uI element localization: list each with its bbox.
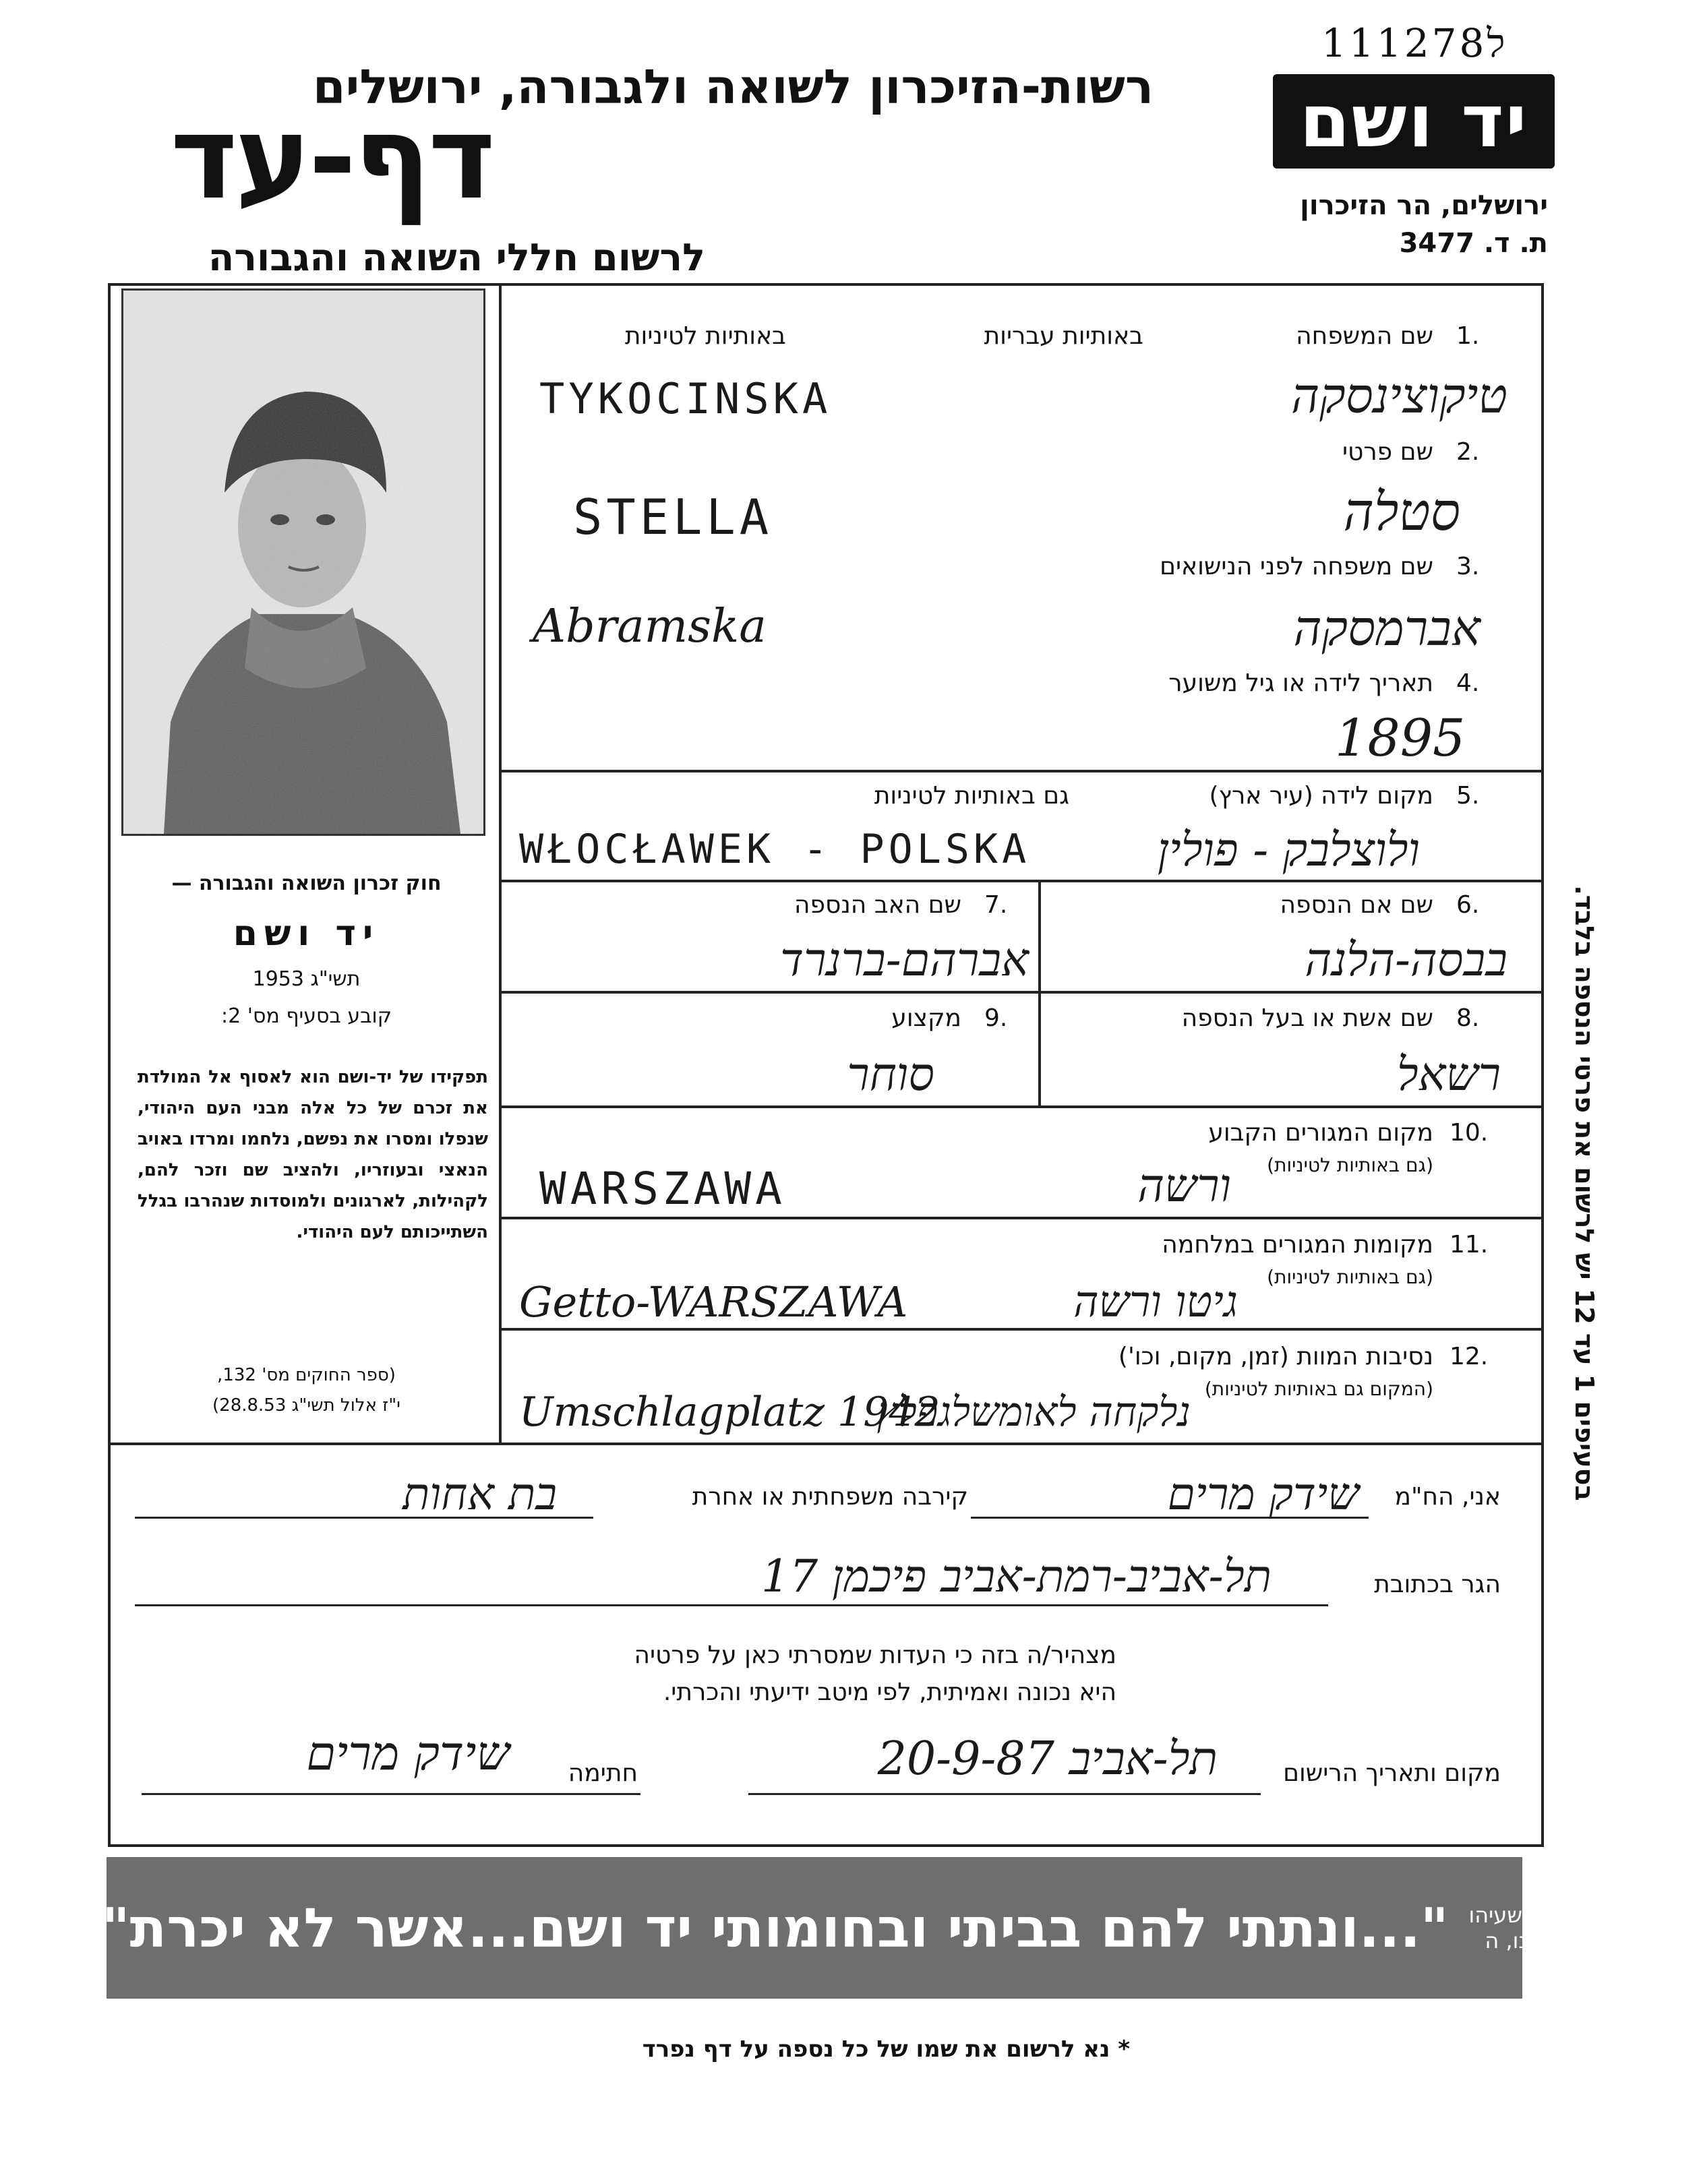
field-3-label: שם משפחה לפני הנישואים <box>1160 553 1433 580</box>
rule <box>502 770 1544 772</box>
decl-place-date-label: מקום ותאריך הרישום <box>1283 1759 1501 1787</box>
field-5-hebrew: ולוצלבק - פולין <box>1157 824 1420 877</box>
field-12-hebrew: נלקחה לאומשלגפלץ <box>876 1389 1191 1436</box>
field-1-latin: TYKOCINSKA <box>539 374 832 423</box>
col-header-latin: באותיות לטיניות <box>624 322 786 350</box>
field-6-label: שם אם הנספה <box>1280 891 1433 919</box>
law-line-2: יד ושם <box>233 913 380 954</box>
victim-photo <box>121 289 485 836</box>
decl-i-value: שידק מרים <box>1167 1468 1359 1520</box>
col-header-hebrew: באותיות עבריות <box>984 322 1143 350</box>
field-10-num: 10. <box>1450 1119 1489 1147</box>
field-10-latin: WARSZAWA <box>539 1163 786 1215</box>
decl-statement-1: מצהיר/ה בזה כי העדות שמסרתי כאן על פרטיה <box>634 1641 1116 1669</box>
field-11-hebrew: גיטו ורשה <box>1073 1277 1238 1327</box>
field-9-value: סוחר <box>847 1048 934 1101</box>
left-column-divider <box>499 286 502 1445</box>
law-text: תפקידו של יד-ושם הוא לאסוף אל המולדת את זכרם של כל אלה מבני העם היהודי, שנפלו ומסרו את נפשם, נלחמו ומרדו באויב הנאצי ובעוזריו, ולהציב שם וזכר להם, לקהילות, לארגונים ולמוסדות שנהרבו בגלל השתייכותם לעם היהודי. <box>138 1067 488 1242</box>
decl-statement-2: היא נכונה ואמיתית, לפי מיטב ידיעתי והכרתי. <box>663 1678 1116 1706</box>
logo-text: יד ושם <box>1299 79 1528 164</box>
field-5-also-latin: גם באותיות לטיניות <box>874 782 1069 810</box>
side-note <box>1564 688 1605 1699</box>
law-line-1: חוק זכרון השואה והגבורה — <box>171 872 442 895</box>
form-subtitle: לרשום חללי השואה והגבורה <box>208 236 705 280</box>
decl-relation-label: קירבה משפחתית או אחרת <box>692 1483 968 1511</box>
decl-signature-line <box>142 1793 640 1795</box>
field-3-latin: Abramska <box>533 600 767 653</box>
decl-place-date-value: תל-אביב 20-9-87 <box>877 1732 1218 1786</box>
rule <box>502 1217 1544 1219</box>
side-note-text: בסעיפים 1 עד 12 יש לרשום את פרטי הנספה בלבד. <box>1570 885 1599 1501</box>
field-5-label: מקום לידה (עיר ארץ) <box>1209 782 1433 810</box>
decl-relation-value: בת אחות <box>402 1468 557 1520</box>
field-9-num: 9. <box>984 1004 1008 1032</box>
portrait-photo-icon <box>123 291 483 834</box>
field-6-value: בבסה-הלנה <box>1305 934 1507 987</box>
law-ref-2: י"ז אלול תשי"ג 28.8.53) <box>212 1395 400 1416</box>
law-line-3: תשי"ג 1953 <box>252 967 361 991</box>
decl-signature-value: שידק מרים <box>306 1726 510 1781</box>
field-12-sublabel: (המקום גם באותיות לטיניות) <box>1204 1378 1433 1400</box>
field-10-sublabel: (גם באותיות לטיניות) <box>1267 1154 1433 1176</box>
address-line-1: ירושלים, הר הזיכרון <box>1300 190 1548 221</box>
law-line-4: קובע בסעיף מס' 2: <box>221 1004 392 1028</box>
field-4-label: תאריך לידה או גיל משוער <box>1168 669 1433 697</box>
decl-place-date-line <box>748 1793 1261 1795</box>
field-7-label: שם האב הנספה <box>794 891 961 919</box>
yad-vashem-logo <box>1273 74 1555 169</box>
field-10-hebrew: ורשה <box>1137 1159 1231 1213</box>
decl-address-label: הגר בכתובת <box>1374 1571 1501 1598</box>
address-line-2: ת. ד. 3477 <box>1399 228 1548 259</box>
field-2-latin: STELLA <box>573 489 773 545</box>
field-12-label: נסיבות המוות (זמן, מקום, וכו') <box>1118 1343 1433 1370</box>
field-5-latin: WŁOCŁAWEK - POLSKA <box>519 826 1031 873</box>
field-6-num: 6. <box>1456 891 1480 919</box>
decl-signature-label: חתימה <box>568 1759 638 1787</box>
form-title: דף-עד <box>170 92 493 225</box>
field-5-num: 5. <box>1456 782 1480 810</box>
field-12-latin: Umschlagplatz 1942 <box>519 1389 940 1436</box>
field-1-hebrew: טיקוצינסקה <box>1290 367 1507 424</box>
banner-reference: ישעיהו נו, ה <box>1468 1902 1528 1953</box>
rule <box>108 1443 1544 1445</box>
decl-i-label: אני, הח"מ <box>1394 1483 1501 1511</box>
rule <box>502 1328 1544 1331</box>
decl-address-line <box>135 1604 1328 1606</box>
field-1-num: 1. <box>1456 322 1480 350</box>
decl-address-value: תל-אביב-רמת-אביב פיכמן 17 <box>761 1550 1272 1602</box>
field-3-num: 3. <box>1456 553 1480 580</box>
field-8-label: שם אשת או בעל הנספה <box>1181 1004 1433 1032</box>
banner-quote: "...ונתתי להם בביתי ובחומותי יד ושם...אשר לא יכרת" <box>101 1896 1449 1960</box>
field-2-label: שם פרטי <box>1342 438 1433 466</box>
rule <box>502 991 1544 994</box>
field-7-num: 7. <box>984 891 1008 919</box>
law-ref-1: (ספר החוקים מס' 132, <box>217 1365 396 1385</box>
field-11-sublabel: (גם באותיות לטיניות) <box>1267 1266 1433 1288</box>
organization-title: רשות-הזיכרון לשואה ולגבורה, ירושלים <box>312 59 1154 115</box>
col-header-family: שם המשפחה <box>1296 322 1433 350</box>
field-8-value: רשאל <box>1396 1048 1501 1101</box>
law-box <box>123 846 490 1439</box>
field-2-hebrew: סטלה <box>1343 482 1460 543</box>
rule <box>502 1105 1544 1108</box>
field-2-num: 2. <box>1456 438 1480 466</box>
rule <box>1038 880 1041 1105</box>
field-12-num: 12. <box>1450 1343 1489 1370</box>
field-3-hebrew: אברמסקה <box>1293 600 1481 657</box>
field-7-value: אברהם-ברנרד <box>779 934 1029 987</box>
field-11-label: מקומות המגורים במלחמה <box>1162 1231 1433 1258</box>
quote-banner <box>101 1857 1528 1999</box>
field-9-label: מקצוע <box>891 1004 961 1032</box>
field-11-latin: Getto-WARSZAWA <box>519 1277 908 1327</box>
rule <box>502 880 1544 882</box>
field-4-num: 4. <box>1456 669 1480 697</box>
field-4-value: 1895 <box>1335 708 1466 768</box>
field-8-num: 8. <box>1456 1004 1480 1032</box>
field-11-num: 11. <box>1450 1231 1489 1258</box>
serial-number: ל111278 <box>1321 20 1508 66</box>
footer-note: * נא לרשום את שמו של כל נספה על דף נפרד <box>642 2036 1130 2063</box>
field-10-label: מקום המגורים הקבוע <box>1208 1119 1433 1147</box>
